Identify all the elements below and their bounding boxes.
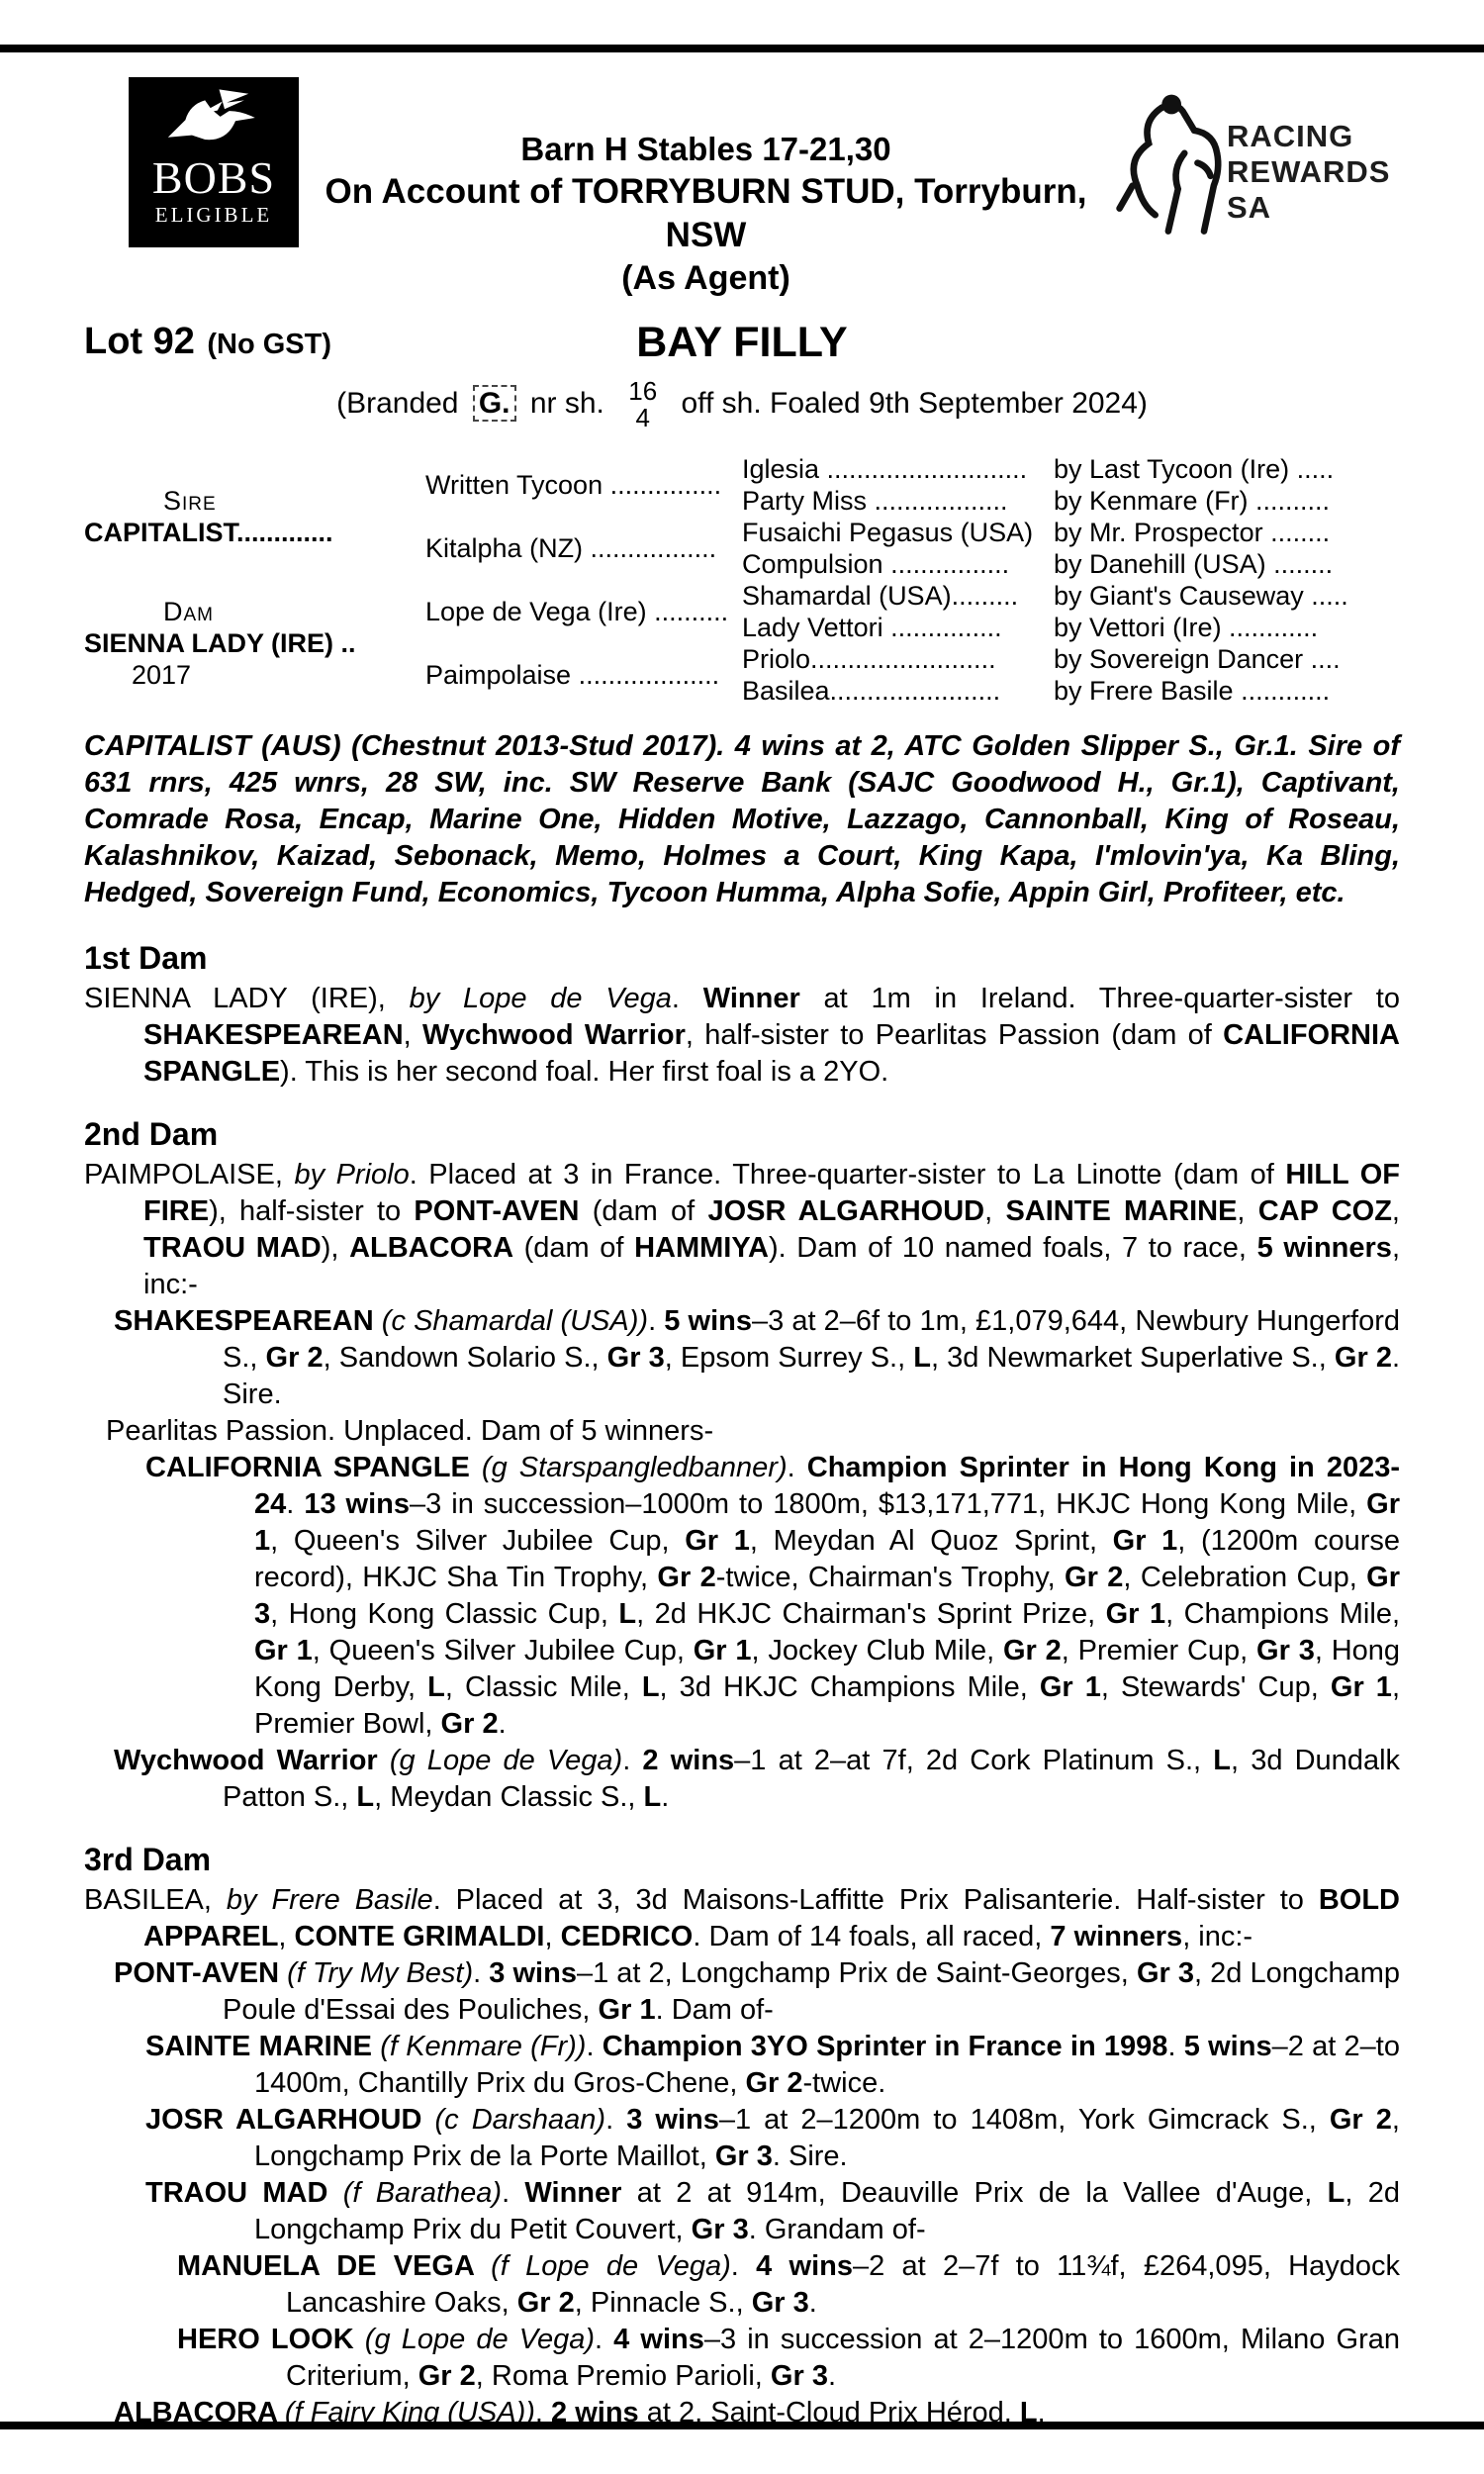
dam-cell — [84, 580, 425, 707]
gen3-name: Basilea....................... — [742, 676, 1001, 706]
entry-traou-mad: TRAOU MAD (f Barathea). Winner at 2 at 914m, Deauville Prix de la Vallee d'Auge, L, 2d Longchamp Prix du Petit Couvert, Gr 3. Grandam of- — [145, 2177, 1400, 2245]
gen2-sire-sire: Written Tycoon ............... — [425, 470, 722, 500]
dam-year: 2017 — [132, 660, 192, 690]
gen3-name: Iglesia ........................... — [742, 454, 1028, 484]
brand-number-top: 16 — [628, 376, 658, 406]
pedigree-table — [84, 453, 1400, 707]
bobs-horse-head-icon — [159, 87, 268, 153]
branded-prefix: (Branded — [336, 386, 459, 420]
entry-california-spangle: CALIFORNIA SPANGLE (g Starspangledbanner). Champion Sprinter in Hong Kong in 2023-24. 13 wins–3 in succession–1000m to 1800m, $13,171,771, HKJC Hong Kong Mile, Gr 1, Queen's Silver Jubilee Cup, Gr 1, Meydan Al Quoz Sprint, Gr 1, (1200m course record), HKJC Sha Tin Trophy, Gr 2-twice, Chairman's Trophy, Gr 2, Celebration Cup, Gr 3, Hong Kong Classic Cup, L, 2d HKJC Chairman's Sprint Prize, Gr 1, Champions Mile, Gr 1, Queen's Silver Jubilee Cup, Gr 1, Jockey Club Mile, Gr 2, Premier Cup, Gr 3, Hong Kong Derby, L, Classic Mile, L, 3d HKJC Champions Mile, Gr 1, Stewards' Cup, Gr 1, Premier Bowl, Gr 2. — [145, 1452, 1401, 1740]
lot-number: Lot 92 — [84, 321, 195, 362]
racing-rewards-text — [1227, 91, 1390, 226]
gen3-name: Party Miss .................. — [742, 486, 1008, 516]
bobs-eligible-logo — [129, 77, 299, 247]
entry-hero-look: HERO LOOK (g Lope de Vega). 4 wins–3 in succession at 2–1200m to 1600m, Milano Gran Criterium, Gr 2, Roma Premio Parioli, Gr 3. — [177, 2324, 1400, 2392]
vendor-block — [299, 77, 1113, 299]
gen2-sire-dam: Kitalpha (NZ) ................. — [425, 533, 717, 563]
entry-albacora: ALBACORA (f Fairy King (USA)). 2 wins at 2, Saint-Cloud Prix Hérod, L. — [114, 2397, 1046, 2428]
gen2-dam-sire: Lope de Vega (Ire) .......... — [425, 597, 729, 626]
barn-line: Barn H Stables 17-21,30 — [520, 131, 891, 167]
entry-sainte-marine: SAINTE MARINE (f Kenmare (Fr)). Champion 3YO Sprinter in France in 1998. 5 wins–2 at 2–to 1400m, Chantilly Prix du Gros-Chene, Gr 2-twice. — [145, 2031, 1400, 2099]
first-dam-heading: 1st Dam — [84, 940, 208, 976]
page-content — [84, 77, 1400, 2431]
gen3-sireline: by Last Tycoon (Ire) ..... — [1054, 454, 1335, 484]
entry-pearlitas-passion: Pearlitas Passion. Unplaced. Dam of 5 winners- — [106, 1415, 714, 1447]
gen3-sireline: by Vettori (Ire) ............ — [1054, 613, 1319, 642]
sire-cell — [84, 453, 425, 580]
gen3-name: Lady Vettori ............... — [742, 613, 1002, 642]
dam-label: Dam — [163, 597, 214, 626]
lot-title: BAY FILLY — [636, 319, 848, 366]
dam-name: SIENNA LADY (IRE) .. — [84, 628, 356, 658]
gen3-sireline: by Mr. Prospector ........ — [1054, 518, 1331, 547]
bobs-logo-subtext: ELIGIBLE — [154, 203, 273, 227]
top-rule — [0, 45, 1484, 52]
gen3-sireline: by Frere Basile ............ — [1054, 676, 1331, 706]
branded-line — [84, 378, 1400, 431]
branded-nearside: nr sh. — [529, 386, 604, 420]
racing-rewards-horse-icon — [1113, 91, 1227, 259]
gen3-sireline: by Danehill (USA) ........ — [1054, 549, 1334, 579]
racing-rewards-line1: RACING — [1227, 119, 1354, 153]
gen3-name: Shamardal (USA)......... — [742, 581, 1019, 611]
second-dam-paragraph: PAIMPOLAISE, by Priolo. Placed at 3 in France. Three-quarter-sister to La Linotte (dam of HILL OF FIRE), half-sister to PONT-AVEN (dam of JOSR ALGARHOUD, SAINTE MARINE, CAP COZ, TRAOU MAD), ALBACORA (dam of HAMMIYA). Dam of 10 named foals, 7 to race, 5 winners, inc:- — [84, 1159, 1401, 1300]
entry-manuela-de-vega: MANUELA DE VEGA (f Lope de Vega). 4 wins–2 at 2–7f to 11¾f, £264,095, Haydock Lancashire Oaks, Gr 2, Pinnacle S., Gr 3. — [177, 2250, 1400, 2319]
gen3-name: Fusaichi Pegasus (USA) — [742, 518, 1034, 547]
sire-label: Sire — [163, 486, 217, 516]
header — [84, 77, 1400, 299]
entry-pont-aven: PONT-AVEN (f Try My Best). 3 wins–1 at 2, Longchamp Prix de Saint-Georges, Gr 3, 2d Longchamp Poule d'Essai des Pouliches, Gr 1. Dam of- — [114, 1957, 1401, 2026]
gen3-sireline: by Kenmare (Fr) .......... — [1054, 486, 1331, 516]
entry-wychwood-warrior: Wychwood Warrior (g Lope de Vega). 2 wins–1 at 2–at 7f, 2d Cork Platinum S., L, 3d Dundalk Patton S., L, Meydan Classic S., L. — [114, 1745, 1401, 1813]
agent-line: (As Agent) — [621, 259, 790, 297]
lot-left — [84, 321, 331, 363]
gen3-name: Compulsion ................ — [742, 549, 1010, 579]
lot-row — [84, 315, 1400, 370]
gst-note: (No GST) — [207, 329, 332, 360]
gen3-name: Priolo......................... — [742, 644, 996, 674]
bobs-logo-text: BOBS — [151, 152, 276, 203]
racing-rewards-line2: REWARDS — [1227, 154, 1391, 189]
entry-shakespearean: SHAKESPEAREAN (c Shamardal (USA)). 5 wins–3 at 2–6f to 1m, £1,079,644, Newbury Hungerford S., Gr 2, Sandown Solario S., Gr 3, Epsom Surrey S., L, 3d Newmarket Superlative S., Gr 2. Sire. — [114, 1305, 1401, 1410]
third-dam-paragraph: BASILEA, by Frere Basile. Placed at 3, 3d Maisons-Laffitte Prix Palisanterie. Half-sister to BOLD APPAREL, CONTE GRIMALDI, CEDRICO. Dam of 14 foals, all raced, 7 winners, inc:- — [84, 1884, 1400, 1952]
brand-number-bottom: 4 — [635, 403, 650, 432]
branded-suffix: off sh. Foaled 9th September 2024) — [681, 386, 1148, 420]
sire-name: CAPITALIST............. — [84, 518, 333, 547]
second-dam-heading: 2nd Dam — [84, 1116, 219, 1152]
racing-rewards-line3: SA — [1227, 190, 1272, 225]
gen2-dam-dam: Paimpolaise ................... — [425, 660, 720, 690]
gen3-sireline: by Sovereign Dancer .... — [1054, 644, 1341, 674]
gen3-sireline: by Giant's Causeway ..... — [1054, 581, 1348, 611]
sire-summary-paragraph: CAPITALIST (AUS) (Chestnut 2013-Stud 2017). 4 wins at 2, ATC Golden Slipper S., Gr.1. Sire of 631 rnrs, 425 wnrs, 28 SW, inc. SW Reserve Bank (SAJC Goodwood H., Gr.1), Captivant, Comrade Rosa, Encap, Marine One, Hidden Motive, Lazzago, Cannonball, King of Roseau, Kalashnikov, Kaizad, Sebonack, Memo, Holmes a Court, King Kapa, I'mlovin'ya, Ka Bling, Hedged, Sovereign Fund, Economics, Tycoon Humma, Alpha Sofie, Appin Girl, Profiteer, etc. — [84, 730, 1400, 908]
first-dam-paragraph: SIENNA LADY (IRE), by Lope de Vega. Winner at 1m in Ireland. Three-quarter-sister to SHAKESPEAREAN, Wychwood Warrior, half-sister to Pearlitas Passion (dam of CALIFORNIA SPANGLE). This is her second foal. Her first foal is a 2YO. — [84, 983, 1400, 1088]
racing-rewards-logo — [1113, 77, 1400, 259]
account-line: On Account of TORRYBURN STUD, Torryburn, NSW — [325, 172, 1087, 254]
third-dam-heading: 3rd Dam — [84, 1842, 212, 1877]
brand-number — [628, 378, 657, 431]
brand-mark: G. — [473, 385, 516, 422]
entry-josr-algarhoud: JOSR ALGARHOUD (c Darshaan). 3 wins–1 at 2–1200m to 1408m, York Gimcrack S., Gr 2, Longchamp Prix de la Porte Maillot, Gr 3. Sire. — [145, 2104, 1400, 2172]
